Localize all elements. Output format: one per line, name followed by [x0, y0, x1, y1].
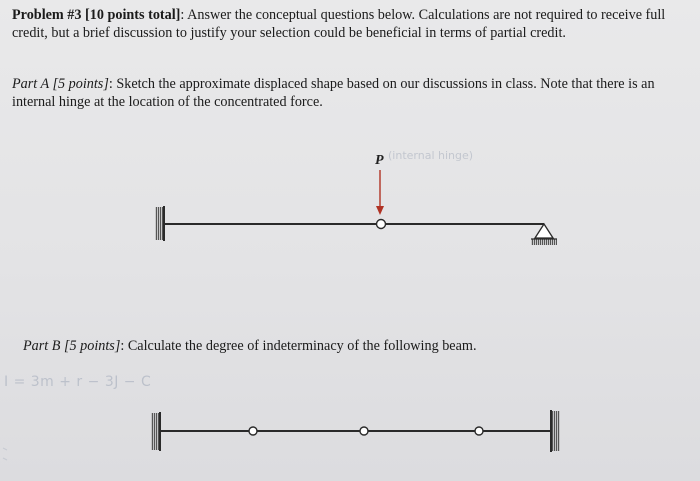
fixed-support-right-b	[552, 411, 560, 451]
internal-hinge-b-1	[249, 427, 257, 435]
pencil-indeterminacy-equation: I = 3m + r − 3J − C	[4, 374, 152, 390]
internal-hinge-b-2	[360, 427, 368, 435]
problem-header-line2: credit, but a brief discussion to justify your selection could be beneficial in terms of partial credit.	[12, 25, 566, 41]
part-b-beam-diagram	[151, 410, 560, 452]
internal-hinge-b-3	[475, 427, 483, 435]
fixed-support-left-b	[151, 413, 159, 450]
part-a-instructions: : Sketch the approximate displaced shape based on our discussions in class. Note that there is an	[108, 76, 655, 92]
part-a-beam-diagram	[155, 170, 557, 245]
part-a-label: Part A [5 points]	[12, 76, 109, 92]
pencil-mark	[3, 448, 7, 450]
part-a-line2: internal hinge at the location of the concentrated force.	[12, 94, 323, 110]
pin-support-ground-a	[531, 239, 557, 245]
force-label-p: P	[375, 153, 384, 168]
force-arrow-head	[376, 206, 384, 215]
problem-intro: : Answer the conceptual questions below. Calculations are not required to receive full	[180, 7, 666, 23]
fixed-support-left-a	[155, 207, 163, 240]
pin-support-right-a	[535, 224, 553, 238]
part-b-label: Part B [5 points]	[23, 338, 121, 354]
pencil-hinge-note: (internal hinge)	[388, 149, 474, 162]
part-b-instructions: : Calculate the degree of indeterminacy of the following beam.	[120, 338, 477, 354]
problem-title: Problem #3 [10 points total]	[12, 7, 181, 23]
internal-hinge-a	[377, 220, 386, 229]
pencil-mark	[3, 458, 7, 460]
